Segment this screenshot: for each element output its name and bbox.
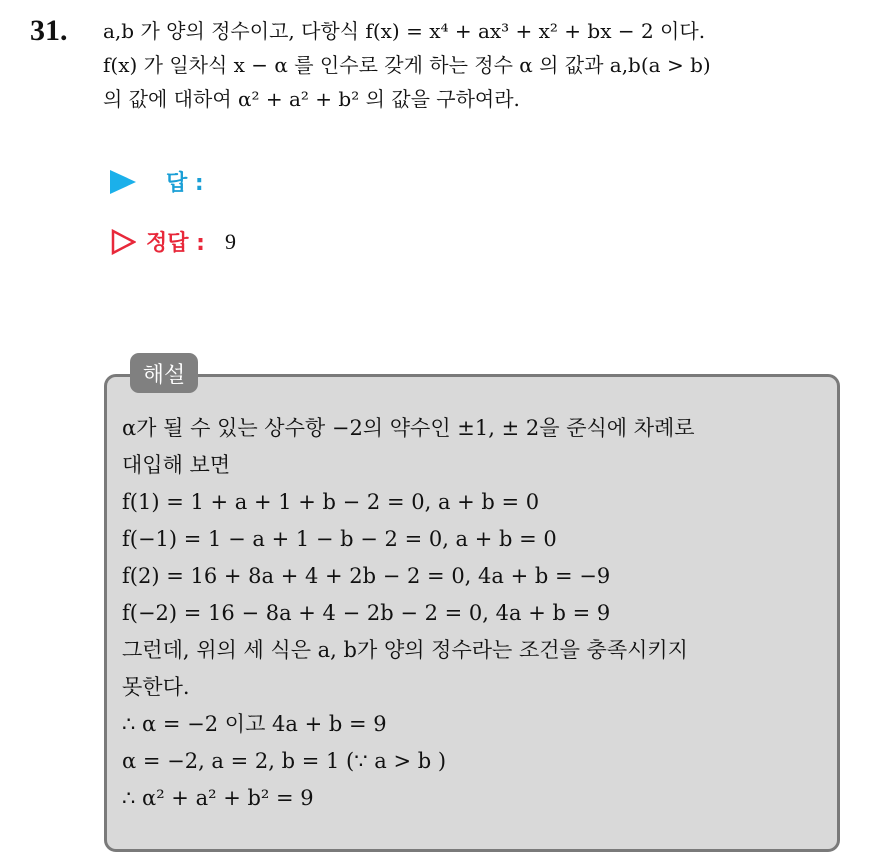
- solution-line: ∴ α² + a² + b² = 9: [122, 786, 314, 810]
- correct-answer-row: [110, 226, 236, 257]
- solution-line: f(2) = 16 + 8a + 4 + 2b − 2 = 0, 4a + b = −9: [122, 564, 611, 588]
- problem-line: f(x) 가 일차식 x − α 를 인수로 갖게 하는 정수 α 의 값과 a,b(a > b): [103, 53, 711, 77]
- solution-line: f(−2) = 16 − 8a + 4 − 2b − 2 = 0, 4a + b = 9: [122, 601, 611, 625]
- solution-line: 그런데, 위의 세 식은 a, b가 양의 정수라는 조건을 충족시키지: [122, 638, 688, 662]
- solution-line: α가 될 수 있는 상수항 −2의 약수인 ±1, ± 2을 준식에 차례로: [122, 416, 695, 440]
- problem-number: 31.: [30, 14, 68, 47]
- problem-line: 의 값에 대하여 α² + a² + b² 의 값을 구하여라.: [103, 87, 520, 111]
- solution-line: f(1) = 1 + a + 1 + b − 2 = 0, a + b = 0: [122, 490, 540, 514]
- answer-label: 답 :: [166, 171, 204, 196]
- solution-line: ∴ α = −2 이고 4a + b = 9: [122, 712, 387, 736]
- correct-answer-label: 정답 :: [146, 231, 205, 256]
- correct-answer-value: 9: [224, 228, 236, 254]
- outline-arrow-icon: [110, 229, 136, 255]
- solution-line: 대입해 보면: [122, 453, 231, 477]
- answer-row: [110, 166, 204, 197]
- solution-line: 못한다.: [122, 675, 190, 699]
- solution-tag: 해설: [130, 353, 198, 393]
- solution-line: f(−1) = 1 − a + 1 − b − 2 = 0, a + b = 0: [122, 527, 557, 551]
- play-arrow-icon: [110, 170, 136, 194]
- solution-text: [122, 410, 834, 817]
- problem-line: a,b 가 양의 정수이고, 다항식 f(x) = x⁴ + ax³ + x² + bx − 2 이다.: [103, 19, 706, 43]
- problem-statement: [103, 14, 873, 116]
- solution-line: α = −2, a = 2, b = 1 (∵ a > b ): [122, 749, 447, 773]
